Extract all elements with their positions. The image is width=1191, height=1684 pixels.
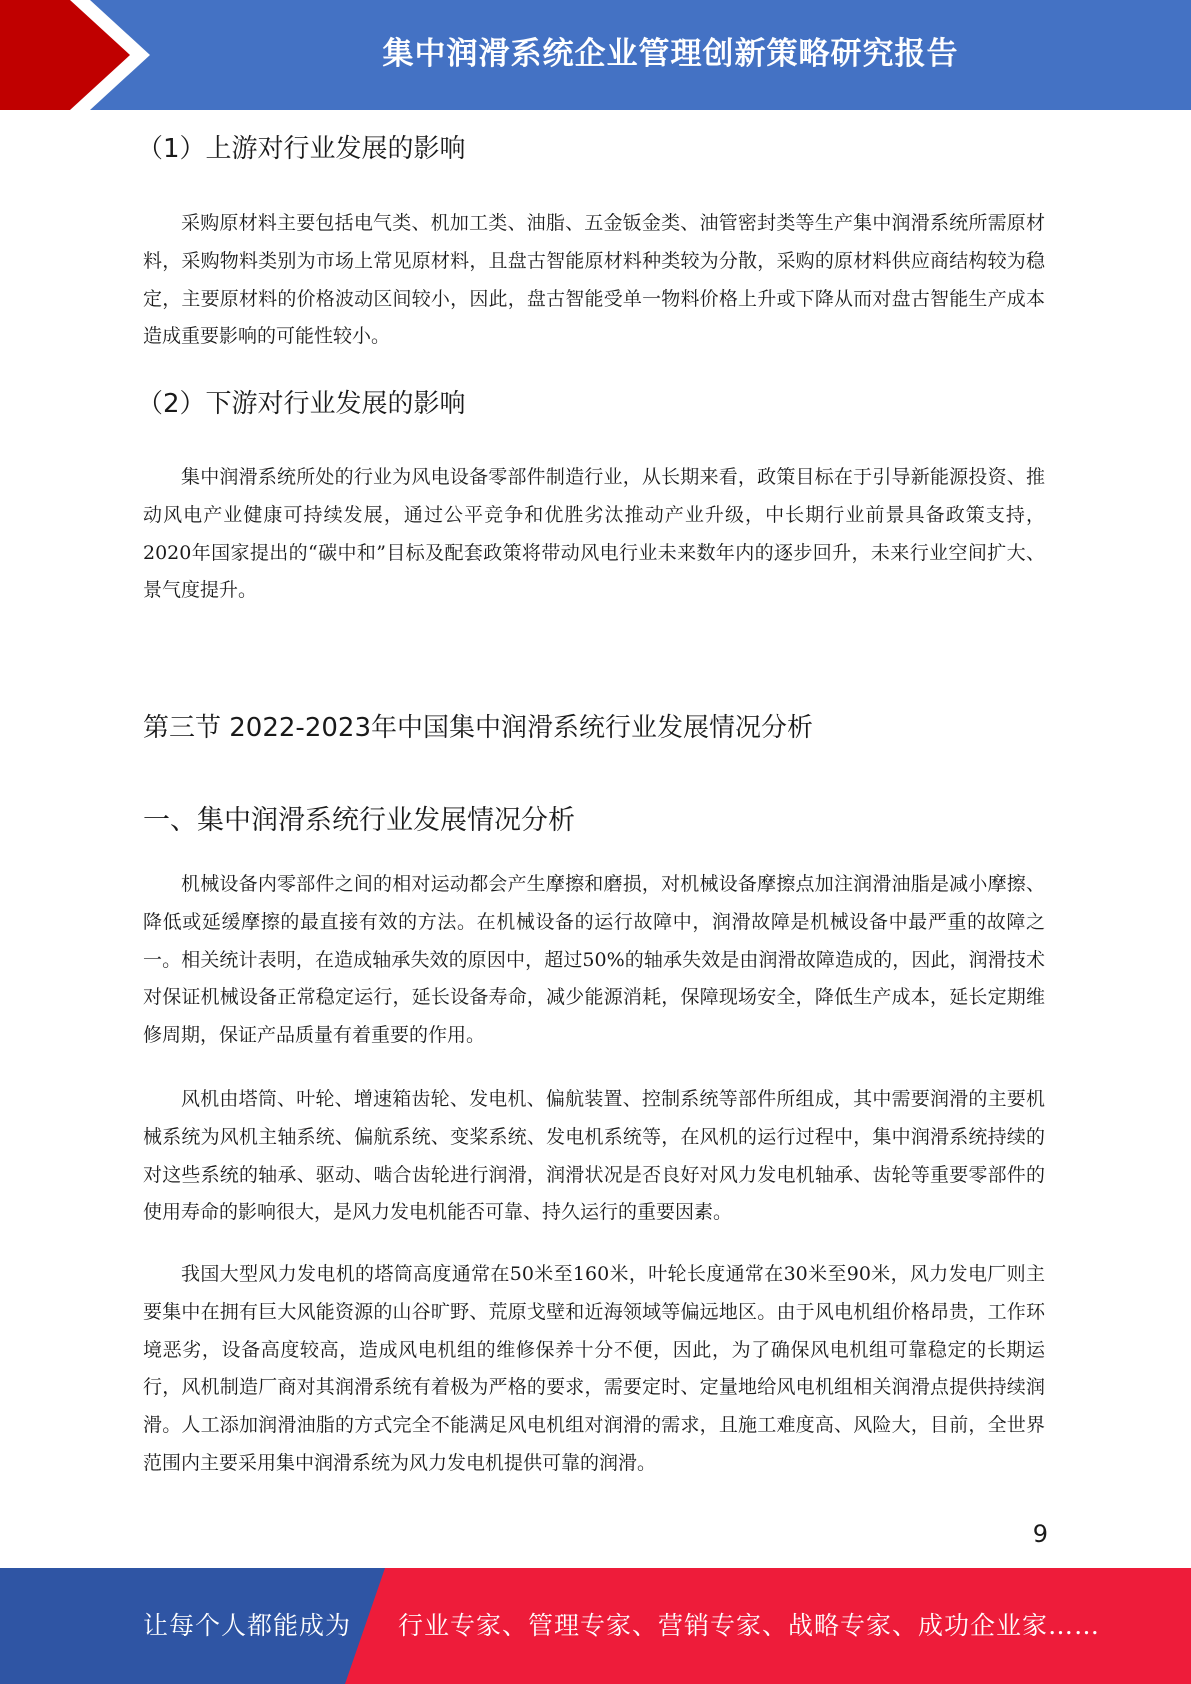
downstream-paragraph: 集中润滑系统所处的行业为风电设备零部件制造行业，从长期来看，政策目标在于引导新能源投资、推动风电产业健康可持续发展，通过公平竞争和优胜劣汰推动产业升级，中长期行业前景具备政策支持，2020年国家提出的“碳中和”目标及配套政策将带动风电行业未来数年内的逐步回升，未来行业空间扩大、景气度提升。	[143, 466, 1045, 602]
header-arrow-decoration	[0, 0, 160, 110]
upstream-heading: （1）上游对行业发展的影响	[137, 134, 466, 164]
page-header	[0, 0, 1191, 110]
body-paragraph-3: 我国大型风力发电机的塔筒高度通常在50米至160米，叶轮长度通常在30米至90米，风力发电厂则主要集中在拥有巨大风能资源的山谷旷野、荒原戈壁和近海领域等偏远地区。由于风电机组价格昂贵，工作环境恶劣，设备高度较高，造成风电机组的维修保养十分不便，因此，为了确保风电机组可靠稳定的长期运行，风机制造厂商对其润滑系统有着极为严格的要求，需要定时、定量地给风电机组相关润滑点提供持续润滑。人工添加润滑油脂的方式完全不能满足风电机组对润滑的需求，且施工难度高、风险大，目前，全世界范围内主要采用集中润滑系统为风力发电机提供可靠的润滑。	[143, 1263, 1045, 1474]
body-paragraph-1: 机械设备内零部件之间的相对运动都会产生摩擦和磨损，对机械设备摩擦点加注润滑油脂是减小摩擦、降低或延缓摩擦的最直接有效的方法。在机械设备的运行故障中，润滑故障是机械设备中最严重的故障之一。相关统计表明，在造成轴承失效的原因中，超过50%的轴承失效是由润滑故障造成的，因此，润滑技术对保证机械设备正常稳定运行，延长设备寿命，减少能源消耗，保障现场安全，降低生产成本，延长定期维修周期，保证产品质量有着重要的作用。	[143, 873, 1045, 1047]
footer-slogan-right: 行业专家、管理专家、营销专家、战略专家、成功企业家……	[398, 1611, 1101, 1640]
body-paragraph-2: 风机由塔筒、叶轮、增速箱齿轮、发电机、偏航装置、控制系统等部件所组成，其中需要润滑的主要机械系统为风机主轴系统、偏航系统、变桨系统、发电机系统等，在风机的运行过程中，集中润滑系统持续的对这些系统的轴承、驱动、啮合齿轮进行润滑，润滑状况是否良好对风力发电机轴承、齿轮等重要零部件的使用寿命的影响很大，是风力发电机能否可靠、持久运行的重要因素。	[143, 1088, 1045, 1224]
header-title: 集中润滑系统企业管理创新策略研究报告	[382, 35, 959, 72]
page-footer	[0, 1568, 1191, 1684]
upstream-paragraph: 采购原材料主要包括电气类、机加工类、油脂、五金钣金类、油管密封类等生产集中润滑系统所需原材料，采购物料类别为市场上常见原材料，且盘古智能原材料种类较为分散，采购的原材料供应商结构较为稳定，主要原材料的价格波动区间较小，因此，盘古智能受单一物料价格上升或下降从而对盘古智能生产成本造成重要影响的可能性较小。	[143, 212, 1045, 348]
part-heading: 一、集中润滑系统行业发展情况分析	[143, 805, 575, 836]
page-number: 9	[1032, 1520, 1048, 1548]
footer-slogan-left: 让每个人都能成为	[143, 1611, 352, 1640]
section-heading: 第三节 2022-2023年中国集中润滑系统行业发展情况分析	[143, 713, 813, 743]
downstream-heading: （2）下游对行业发展的影响	[137, 389, 466, 419]
